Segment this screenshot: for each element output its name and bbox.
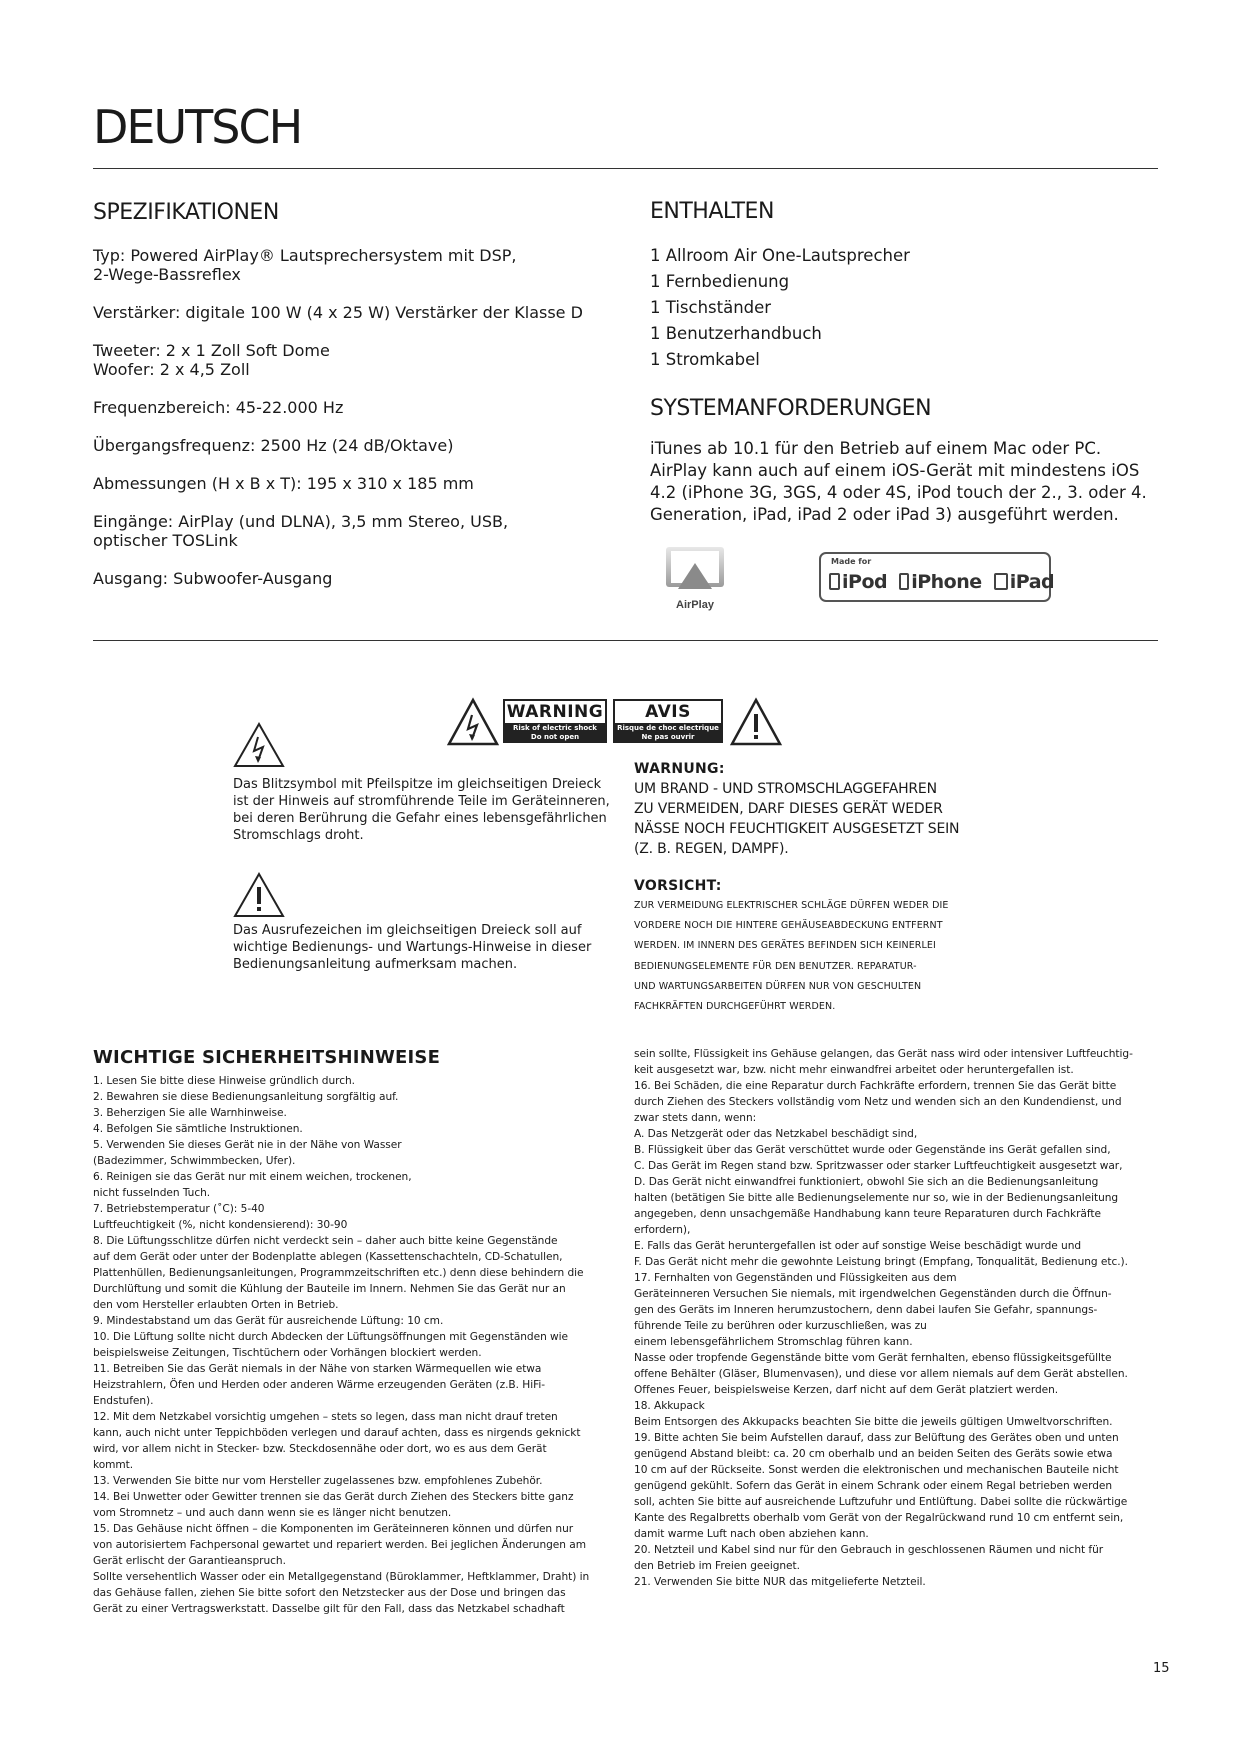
safety-line: 19. Bitte achten Sie beim Aufstellen darauf, dass zur Belüftung des Gerätes oben und unten — [634, 1432, 1119, 1444]
safety-line: 7. Betriebstemperatur (˚C): 5-40 — [93, 1203, 265, 1215]
list-item: 1 Stromkabel — [650, 350, 760, 369]
safety-line: den vom Hersteller erlaubten Orten in Betrieb. — [93, 1299, 339, 1311]
safety-line: (Badezimmer, Schwimmbecken, Ufer). — [93, 1155, 296, 1167]
safety-line: kann, auch nicht unter Teppichböden verlegen und darauf achten, dass es nirgends geknickt — [93, 1427, 581, 1439]
safety-line: D. Das Gerät nicht einwandfrei funktioniert, obwohl Sie sich an die Bedienungsanleitung — [634, 1176, 1099, 1188]
middle-divider — [93, 640, 1158, 641]
safety-line: B. Flüssigkeit über das Gerät verschüttet wurde oder Gegenstände ins Gerät gefallen sind, — [634, 1144, 1111, 1156]
exclamation-description: Das Ausrufezeichen im gleichseitigen Dreieck soll auf wichtige Bedienungs- und Wartungs-Hinweise in dieser Bedienungsanleitung aufmerksam machen. — [233, 923, 592, 972]
list-item: 1 Fernbedienung — [650, 272, 790, 291]
safety-line: Gerät zu einer Vertragswerkstatt. Dasselbe gilt für den Fall, dass das Netzkabel schadhaft — [93, 1603, 565, 1615]
safety-line: genügend gekühlt. Sofern das Gerät in einem Schrank oder einem Regal betrieben werden — [634, 1480, 1113, 1492]
safety-line: zwar stets dann, wenn: — [634, 1112, 757, 1124]
system-heading: SYSTEMANFORDERUNGEN — [650, 396, 932, 421]
lightning-triangle-icon — [233, 722, 285, 768]
mfi-ipod: iPod — [842, 571, 888, 593]
safety-line: den Betrieb im Freien geeignet. — [634, 1560, 800, 1572]
warning-box — [503, 699, 607, 743]
safety-line: erfordern), — [634, 1224, 691, 1236]
safety-line: nicht fusselnden Tuch. — [93, 1187, 211, 1199]
safety-line: keit ausgesetzt war, bzw. nicht mehr einwandfrei arbeitet oder heruntergefallen ist. — [634, 1064, 1074, 1076]
spec-inputs: Eingänge: AirPlay (und DLNA), 3,5 mm Stereo, USB, optischer TOSLink — [93, 512, 509, 550]
safety-left-column — [93, 1073, 589, 1617]
included-heading: ENTHALTEN — [650, 199, 774, 224]
safety-line: genügend Abstand bleibt: ca. 20 cm oberhalb und an beiden Seiten des Geräts sowie etwa — [634, 1448, 1113, 1460]
safety-line: Offenes Feuer, beispielsweise Kerzen, darf nicht auf dem Gerät platziert werden. — [634, 1384, 1059, 1396]
safety-line: 1. Lesen Sie bitte diese Hinweise gründlich durch. — [93, 1075, 355, 1087]
warnung-heading: WARNUNG: — [634, 761, 725, 777]
safety-line: Luftfeuchtigkeit (%, nicht kondensierend): 30-90 — [93, 1219, 348, 1231]
safety-line: 8. Die Lüftungsschlitze dürfen nicht verdeckt sein – daher auch bitte keine Gegenstände — [93, 1235, 558, 1247]
safety-line: soll, achten Sie bitte auf ausreichende Luftzufuhr und Entlüftung. Dabei sollte die rückwärtige — [634, 1496, 1128, 1508]
safety-line: wird, vor allem nicht in Stecker- bzw. Steckdosennähe oder dort, wo es aus dem Gerät — [93, 1443, 547, 1455]
avis-sub1: Risque de choc electrique — [617, 724, 719, 732]
safety-line: E. Falls das Gerät heruntergefallen ist oder auf sonstige Weise beschädigt wurde und — [634, 1240, 1082, 1252]
vorsicht-text: ZUR VERMEIDUNG ELEKTRISCHER SCHLÄGE DÜRFEN WEDER DIE VORDERE NOCH DIE HINTERE GEHÄUSEABDECKUNG ENTFERNT WERDEN. IM INNERN DES GERÄTES BEFINDEN SICH KEINERLEI BEDIENUNGSELEMENTE FÜR DEN BENUTZER. REPARATUR- UND WARTUNGSARBEITEN DÜRFEN NUR VON GESCHULTEN FACHKRÄFTEN DURCHGEFÜHRT WERDEN. — [634, 900, 949, 1013]
safety-line: 13. Verwenden Sie bitte nur vom Hersteller zugelassenes bzw. empfohlenes Zubehör. — [93, 1475, 543, 1487]
safety-right-column — [634, 1046, 1133, 1590]
safety-line: Plattenhüllen, Bedienungsanleitungen, Programmzeitschriften etc.) denn diese behindern die — [93, 1267, 584, 1279]
spec-output: Ausgang: Subwoofer-Ausgang — [93, 569, 333, 588]
airplay-label: AirPlay — [676, 599, 714, 611]
specs-heading: SPEZIFIKATIONEN — [93, 200, 279, 225]
safety-line: angegeben, denn unsachgemäße Handhabung kann teure Reparaturen durch Fachkräfte — [634, 1208, 1101, 1220]
exclamation-triangle-icon — [233, 872, 285, 918]
ipod-icon — [829, 573, 840, 590]
safety-line: auf dem Gerät oder unter der Bodenplatte ablegen (Kassettenschachteln, CD-Schatullen, — [93, 1251, 563, 1263]
safety-line: führende Teile zu berühren oder kurzuschließen, was zu — [634, 1320, 927, 1332]
safety-line: Geräteinneren Versuchen Sie niemals, mit irgendwelchen Gegenständen durch die Öffnun- — [634, 1288, 1112, 1300]
spec-type: Typ: Powered AirPlay® Lautsprechersystem mit DSP, 2-Wege-Bassreflex — [93, 246, 517, 284]
safety-line: 10 cm auf der Rückseite. Sonst werden die elektronischen und mechanischen Bauteile nicht — [634, 1464, 1119, 1476]
made-for-logo — [819, 552, 1055, 602]
safety-line: 3. Beherzigen Sie alle Warnhinweise. — [93, 1107, 287, 1119]
avis-label: AVIS — [645, 702, 691, 722]
safety-line: 20. Netzteil und Kabel sind nur für den Gebrauch in geschlossenen Räumen und nicht für — [634, 1544, 1104, 1556]
safety-line: beispielsweise Zeitungen, Tischtüchern oder Vorhängen blockiert werden. — [93, 1347, 482, 1359]
safety-line: 4. Befolgen Sie sämtliche Instruktionen. — [93, 1123, 303, 1135]
safety-line: 15. Das Gehäuse nicht öffnen – die Komponenten im Geräteinneren können und dürfen nur — [93, 1523, 574, 1535]
avis-box — [613, 699, 723, 743]
list-item: 1 Benutzerhandbuch — [650, 324, 822, 343]
safety-line: sein sollte, Flüssigkeit ins Gehäuse gelangen, das Gerät nass wird oder intensiver Luftfeuchtig- — [634, 1048, 1133, 1060]
safety-line: 10. Die Lüftung sollte nicht durch Abdecken der Lüftungsöffnungen mit Gegenständen wie — [93, 1331, 569, 1343]
safety-line: kommt. — [93, 1459, 134, 1471]
top-divider — [93, 168, 1158, 169]
safety-line: offene Behälter (Gläser, Blumenvasen), und diese vor allem niemals auf dem Gerät abstellen. — [634, 1368, 1128, 1380]
mfi-ipad: iPad — [1009, 571, 1055, 593]
page-number: 15 — [1153, 1661, 1170, 1676]
safety-line: vom Stromnetz – und auch dann wenn sie es länger nicht benutzen. — [93, 1507, 452, 1519]
safety-line: 21. Verwenden Sie bitte NUR das mitgelieferte Netzteil. — [634, 1576, 926, 1588]
safety-line: F. Das Gerät nicht mehr die gewohnte Leistung bringt (Empfang, Tonqualität, Bedienung etc.). — [634, 1256, 1128, 1268]
safety-line: Kante des Regalbretts oberhalb vom Gerät von der Regalrückwand rund 10 cm entfernt sein, — [634, 1512, 1124, 1524]
avis-sub2: Ne pas ouvrir — [641, 732, 695, 741]
included-list — [650, 243, 910, 373]
specs-list — [93, 246, 623, 607]
warning-sub1: Risk of electric shock — [513, 724, 597, 732]
safety-line: halten (betätigen Sie bitte alle Bedienungselemente nur so, wie in der Bedienungsanleitung — [634, 1192, 1119, 1204]
airplay-logo — [660, 541, 732, 616]
safety-line: Beim Entsorgen des Akkupacks beachten Sie bitte die jeweils gültigen Umweltvorschriften. — [634, 1416, 1113, 1428]
spec-frequency: Frequenzbereich: 45-22.000 Hz — [93, 398, 344, 417]
safety-line: 17. Fernhalten von Gegenständen und Flüssigkeiten aus dem — [634, 1272, 957, 1284]
safety-line: Sollte versehentlich Wasser oder ein Metallgegenstand (Büroklammer, Heftklammer, Draht) in — [93, 1571, 590, 1583]
lightning-triangle-icon — [447, 697, 499, 747]
safety-line: Durchlüftung und somit die Kühlung der Bauteile im Innern. Nehmen Sie das Gerät nur an — [93, 1283, 566, 1295]
warnung-text: UM BRAND - UND STROMSCHLAGGEFAHREN ZU VERMEIDEN, DARF DIESES GERÄT WEDER NÄSSE NOCH FEUCHTIGKEIT AUSGESETZT SEIN (Z. B. REGEN, DAMPF). — [634, 781, 960, 857]
safety-line: damit warme Luft nach oben abziehen kann. — [634, 1528, 869, 1540]
warning-sub2: Do not open — [530, 732, 580, 741]
safety-line: gen des Geräts im Inneren herumzustochern, denn dabei laufen Sie Gefahr, spannungs- — [634, 1304, 1098, 1316]
safety-line: Heizstrahlern, Öfen und Herden oder anderen Wärme erzeugenden Geräten (z.B. HiFi- — [93, 1379, 546, 1391]
mfi-iphone: iPhone — [911, 571, 982, 593]
safety-line: von autorisiertem Fachpersonal gewartet und repariert werden. Bei jeglichen Änderungen am — [93, 1539, 586, 1551]
spec-dimensions: Abmessungen (H x B x T): 195 x 310 x 185 mm — [93, 474, 474, 493]
safety-line: 5. Verwenden Sie dieses Gerät nie in der Nähe von Wasser — [93, 1139, 402, 1151]
safety-line: Endstufen). — [93, 1395, 154, 1407]
safety-heading: WICHTIGE SICHERHEITSHINWEISE — [93, 1047, 441, 1068]
spec-drivers: Tweeter: 2 x 1 Zoll Soft Dome Woofer: 2 x 4,5 Zoll — [93, 341, 330, 379]
spec-amplifier: Verstärker: digitale 100 W (4 x 25 W) Verstärker der Klasse D — [93, 303, 583, 322]
ipad-icon — [994, 573, 1008, 590]
safety-line: 12. Mit dem Netzkabel vorsichtig umgehen – stets so legen, dass man nicht drauf treten — [93, 1411, 558, 1423]
system-text: iTunes ab 10.1 für den Betrieb auf einem Mac oder PC. AirPlay kann auch auf einem iOS-Gerät mit mindestens iOS 4.2 (iPhone 3G, 3GS, 4 oder 4S, iPod touch der 2., 3. oder 4. Generation, iPad, iPad 2 oder iPad 3) ausgeführt werden. — [650, 439, 1147, 524]
safety-line: 18. Akkupack — [634, 1400, 705, 1412]
list-item: 1 Allroom Air One-Lautsprecher — [650, 246, 910, 265]
list-item: 1 Tischständer — [650, 298, 772, 317]
safety-line: das Gehäuse fallen, ziehen Sie bitte sofort den Netzstecker aus der Dose und bringen das — [93, 1587, 566, 1599]
safety-line: 16. Bei Schäden, die eine Reparatur durch Fachkräfte erfordern, trennen Sie das Gerät bitte — [634, 1080, 1117, 1092]
warning-label: WARNING — [506, 702, 604, 722]
safety-line: durch Ziehen des Steckers vollständig vom Netz und wenden sich an den Kundendienst, und — [634, 1096, 1122, 1108]
safety-line: Gerät erlischt der Garantieanspruch. — [93, 1555, 286, 1567]
spec-crossover: Übergangsfrequenz: 2500 Hz (24 dB/Oktave) — [93, 436, 454, 455]
safety-line: A. Das Netzgerät oder das Netzkabel beschädigt sind, — [634, 1128, 918, 1140]
safety-line: C. Das Gerät im Regen stand bzw. Spritzwasser oder starker Luftfeuchtigkeit ausgesetzt war, — [634, 1160, 1123, 1172]
page-title: DEUTSCH — [93, 100, 302, 154]
iphone-icon — [899, 573, 909, 590]
lightning-description: Das Blitzsymbol mit Pfeilspitze im gleichseitigen Dreieck ist der Hinweis auf stromführende Teile im Geräteinneren, bei deren Berührung die Gefahr eines lebensgefährlichen Stromschlags droht. — [233, 777, 610, 843]
warning-banner — [447, 697, 807, 749]
safety-line: Nasse oder tropfende Gegenstände bitte vom Gerät fernhalten, ebenso flüssigkeitsgefüllte — [634, 1352, 1112, 1364]
safety-line: 2. Bewahren sie diese Bedienungsanleitung sorgfältig auf. — [93, 1091, 399, 1103]
airplay-icon — [660, 541, 732, 616]
safety-line: 9. Mindestabstand um das Gerät für ausreichende Lüftung: 10 cm. — [93, 1315, 444, 1327]
safety-line: 6. Reinigen sie das Gerät nur mit einem weichen, trockenen, — [93, 1171, 412, 1183]
safety-line: einem lebensgefährlichem Stromschlag führen kann. — [634, 1336, 913, 1348]
safety-line: 14. Bei Unwetter oder Gewitter trennen sie das Gerät durch Ziehen des Steckers bitte ganz — [93, 1491, 574, 1503]
exclamation-triangle-icon — [729, 697, 783, 747]
safety-line: 11. Betreiben Sie das Gerät niemals in der Nähe von starken Wärmequellen wie etwa — [93, 1363, 542, 1375]
made-for-label: Made for — [831, 557, 872, 566]
vorsicht-heading: VORSICHT: — [634, 878, 722, 894]
